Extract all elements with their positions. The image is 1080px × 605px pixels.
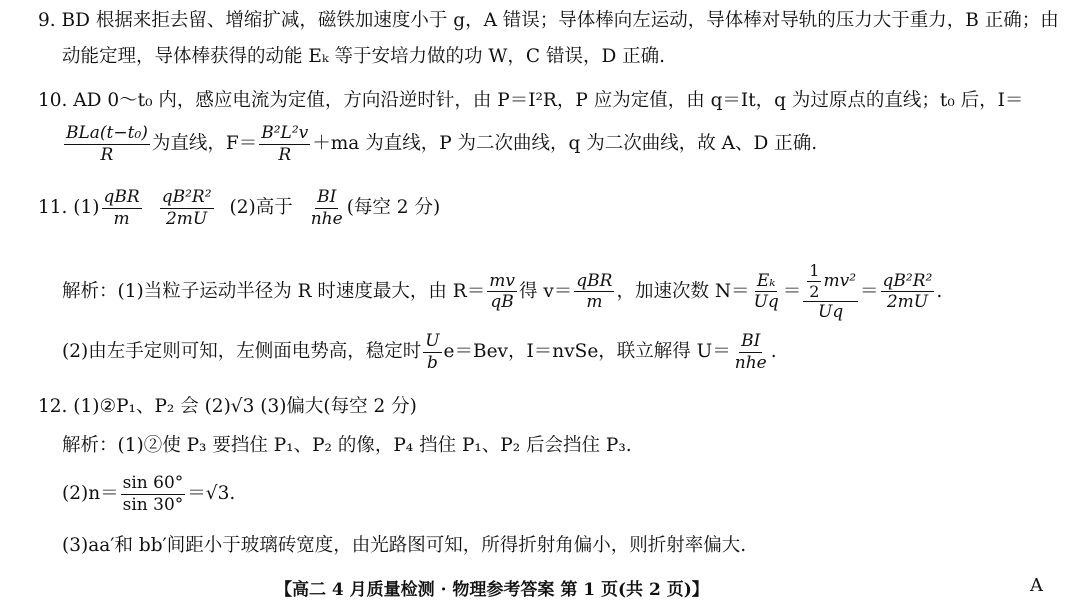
q10-mid-text: 为直线，F＝ <box>151 132 258 154</box>
q11-exp1-text-c: ，加速次数 N＝ <box>616 280 750 302</box>
q11-explanation-2 <box>62 332 777 372</box>
q11-exp1-f3-den: Uq <box>753 292 779 313</box>
q11-exp1-f2-num: qBR <box>576 270 613 291</box>
q12-explanation-1: 解析：(1)②使 P₃ 要挡住 P₁、P₂ 的像，P₄ 挡住 P₁、P₂ 后会挡住 P₃. <box>62 435 632 456</box>
q11-exp2-f1-den: b <box>426 352 438 373</box>
q9-line-1: 9. BD 根据来拒去留、增缩扩减，磁铁加速度小于 g，A 错误；导体棒向左运动，导体棒对导轨的压力大于重力，B 正确；由 <box>38 10 1059 31</box>
q11-exp2-text-b: e＝Bev，I＝nvSe，联立解得 U＝ <box>443 340 731 362</box>
q11-exp2-f2-den: nhe <box>734 352 767 373</box>
q11-exp1-f1-den: qB <box>490 292 514 313</box>
q12-explanation-2 <box>62 474 235 514</box>
q11-exp1-eq-1: ＝ <box>782 280 802 302</box>
q10-frac2-numerator: B²L²v <box>261 123 309 143</box>
q11-exp1-f3-num: Eₖ <box>756 270 776 291</box>
q11-exp1-f5-den: 2mU <box>886 292 929 313</box>
q11-exp1-f2-den: m <box>586 292 603 313</box>
q11-exp1-fraction-1 <box>487 272 517 312</box>
q10-line-1: 10. AD 0～t₀ 内，感应电流为定值，方向沿逆时针，由 P＝I²R，P 应为定值，由 q＝It，q 为过原点的直线；t₀ 后，I＝ <box>38 90 1024 111</box>
q11-f1-num: qBR <box>103 187 140 207</box>
q11-exp1-end: . <box>936 280 943 302</box>
q11-exp2-end: . <box>770 340 777 362</box>
q11-fraction-2 <box>160 188 214 228</box>
q11-exp2-text-a: (2)由左手定则可知，左侧面电势高，稳定时 <box>62 340 422 362</box>
q11-exp2-f2-num: BI <box>741 331 761 351</box>
q11-f1-den: m <box>113 208 130 229</box>
q11-f3-num: BI <box>317 187 337 207</box>
q12-exp2-fraction <box>121 474 186 514</box>
q11-exp1-eq-2: ＝ <box>860 280 879 302</box>
page-footer: 【高二 4 月质量检测 · 物理参考答案 第 1 页(共 2 页)】 <box>275 580 709 600</box>
q12-exp2-text-a: (2)n＝ <box>62 482 119 504</box>
q12-answer-line: 12. (1)②P₁、P₂ 会 (2)√3 (3)偏大(每空 2 分) <box>38 396 417 417</box>
q11-fraction-3 <box>309 188 345 228</box>
q11-exp1-fraction-3 <box>752 272 781 312</box>
q10-frac1-numerator: BLa(t−t₀) <box>66 123 148 143</box>
q11-explanation-1 <box>62 262 942 322</box>
q11-exp1-fraction-2 <box>574 272 614 312</box>
q11-exp1-fraction-4 <box>803 262 858 322</box>
q9-line-2: 动能定理，导体棒获得的动能 Eₖ 等于安培力做的功 W，C 错误，D 正确. <box>62 46 666 67</box>
q11-answer-line <box>38 188 440 228</box>
version-letter: A <box>1030 575 1043 596</box>
q11-exp1-text-a: 解析：(1)当粒子运动半径为 R 时速度最大，由 R＝ <box>62 280 486 302</box>
q10-fraction-1 <box>64 124 150 164</box>
q11-exp2-f1-num: U <box>425 331 440 351</box>
q11-tail: (每空 2 分) <box>346 196 441 218</box>
q11-mid: (2)高于 <box>229 196 293 218</box>
q11-exp1-f4-den: Uq <box>818 302 844 323</box>
q11-exp1-f4-half <box>807 262 821 300</box>
q10-fraction-2 <box>259 124 310 164</box>
q11-f2-num: qB²R² <box>161 187 212 207</box>
q10-frac2-denominator: R <box>278 144 292 165</box>
q12-exp2-num: sin 60° <box>122 473 184 493</box>
q11-exp1-text-b: 得 v＝ <box>518 280 573 302</box>
q11-fraction-1 <box>102 188 142 228</box>
q11-exp1-f4-inner-den: 2 <box>809 281 820 301</box>
q11-f3-den: nhe <box>310 208 343 229</box>
q11-exp1-f5-num: qB²R² <box>882 270 933 291</box>
q11-exp1-f1-num: mv <box>489 270 515 291</box>
q12-explanation-3: (3)aa′和 bb′间距小于玻璃砖宽度，由光路图可知，所得折射角偏小，则折射率偏大. <box>62 535 747 556</box>
q11-exp2-fraction-2 <box>733 332 769 372</box>
q11-exp1-fraction-5 <box>881 272 935 312</box>
q11-exp2-fraction-1 <box>423 332 441 372</box>
q11-exp1-f4-num <box>803 262 858 302</box>
q12-exp2-den: sin 30° <box>122 494 184 515</box>
q11-head: 11. (1) <box>38 196 100 218</box>
q11-exp1-f4-tail: mv² <box>823 270 857 291</box>
q10-frac1-denominator: R <box>100 144 114 165</box>
q10-tail-text: ＋ma 为直线，P 为二次曲线，q 为二次曲线，故 A、D 正确. <box>312 132 818 154</box>
q11-exp1-f4-inner-num: 1 <box>809 261 820 280</box>
q10-line-2 <box>62 124 817 164</box>
q11-f2-den: 2mU <box>165 208 208 229</box>
q12-exp2-text-b: ＝√3. <box>187 482 236 504</box>
